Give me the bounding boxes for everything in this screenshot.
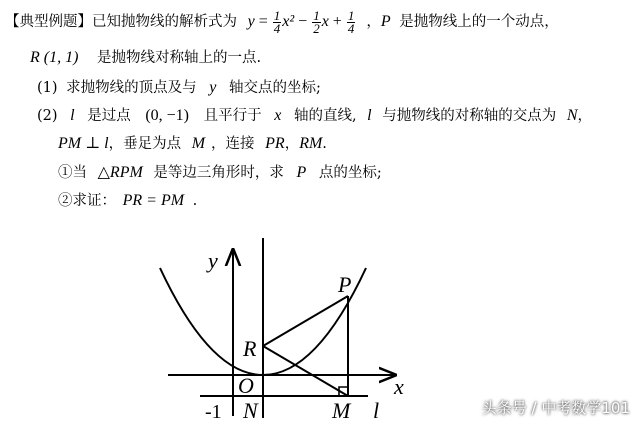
label-minus-1: -1 xyxy=(205,401,222,423)
label-l: l xyxy=(373,398,380,423)
problem-intro: 已知抛物线的解析式为 xyxy=(92,14,237,31)
point-P: P xyxy=(380,13,391,31)
label-R: R xyxy=(243,336,257,361)
label-M: M xyxy=(332,398,351,423)
question-2-perp: PM ⊥ l，垂足为点 M ，连接 PR，RM. xyxy=(58,135,327,152)
point-R: R (1, 1) xyxy=(30,49,79,66)
label-O: O xyxy=(238,373,254,398)
fraction-1: $\frac{1}{4}$ xyxy=(273,8,281,36)
y-axis-label: y xyxy=(208,248,218,273)
sub-question-1: ①当 △RPM 是等边三角形时，求 P 点的坐标; xyxy=(58,164,382,181)
watermark: 头条号 / 中考数学101 xyxy=(481,399,630,417)
fraction-2: $\frac{1}{2}$ xyxy=(313,8,320,36)
segment-PR xyxy=(263,296,348,346)
problem-line-2: R (1, 1) 是抛物线对称轴上的一点. xyxy=(30,49,262,66)
problem-line-1: 【典型例题】已知抛物线的解析式为 y = $\frac{1}{4}$ x² − $\frac{1}{2}$ x + $\frac{1}{4}$ ，P 是抛物线上的一个动点， xyxy=(5,8,559,36)
question-1: (1) 求抛物线的顶点及与 y 轴交点的坐标; xyxy=(37,79,321,96)
fraction-3: $\frac{1}{4}$ xyxy=(347,8,355,36)
sub-question-2: ②求证： PR = PM . xyxy=(58,192,198,209)
segment-RM xyxy=(263,346,348,396)
x-axis-label: x xyxy=(394,374,404,399)
label-P: P xyxy=(338,272,352,297)
equation: y = $\frac{1}{4}$ x² − $\frac{1}{2}$ x + $\frac{1}{4}$ xyxy=(247,8,355,36)
question-2: (2) l 是过点 (0, −1) 且平行于 x 轴的直线, l 与抛物线的对称轴的交点为 N， xyxy=(37,107,593,124)
problem-tag: 【典型例题】 xyxy=(5,14,92,31)
label-N: N xyxy=(243,398,258,423)
